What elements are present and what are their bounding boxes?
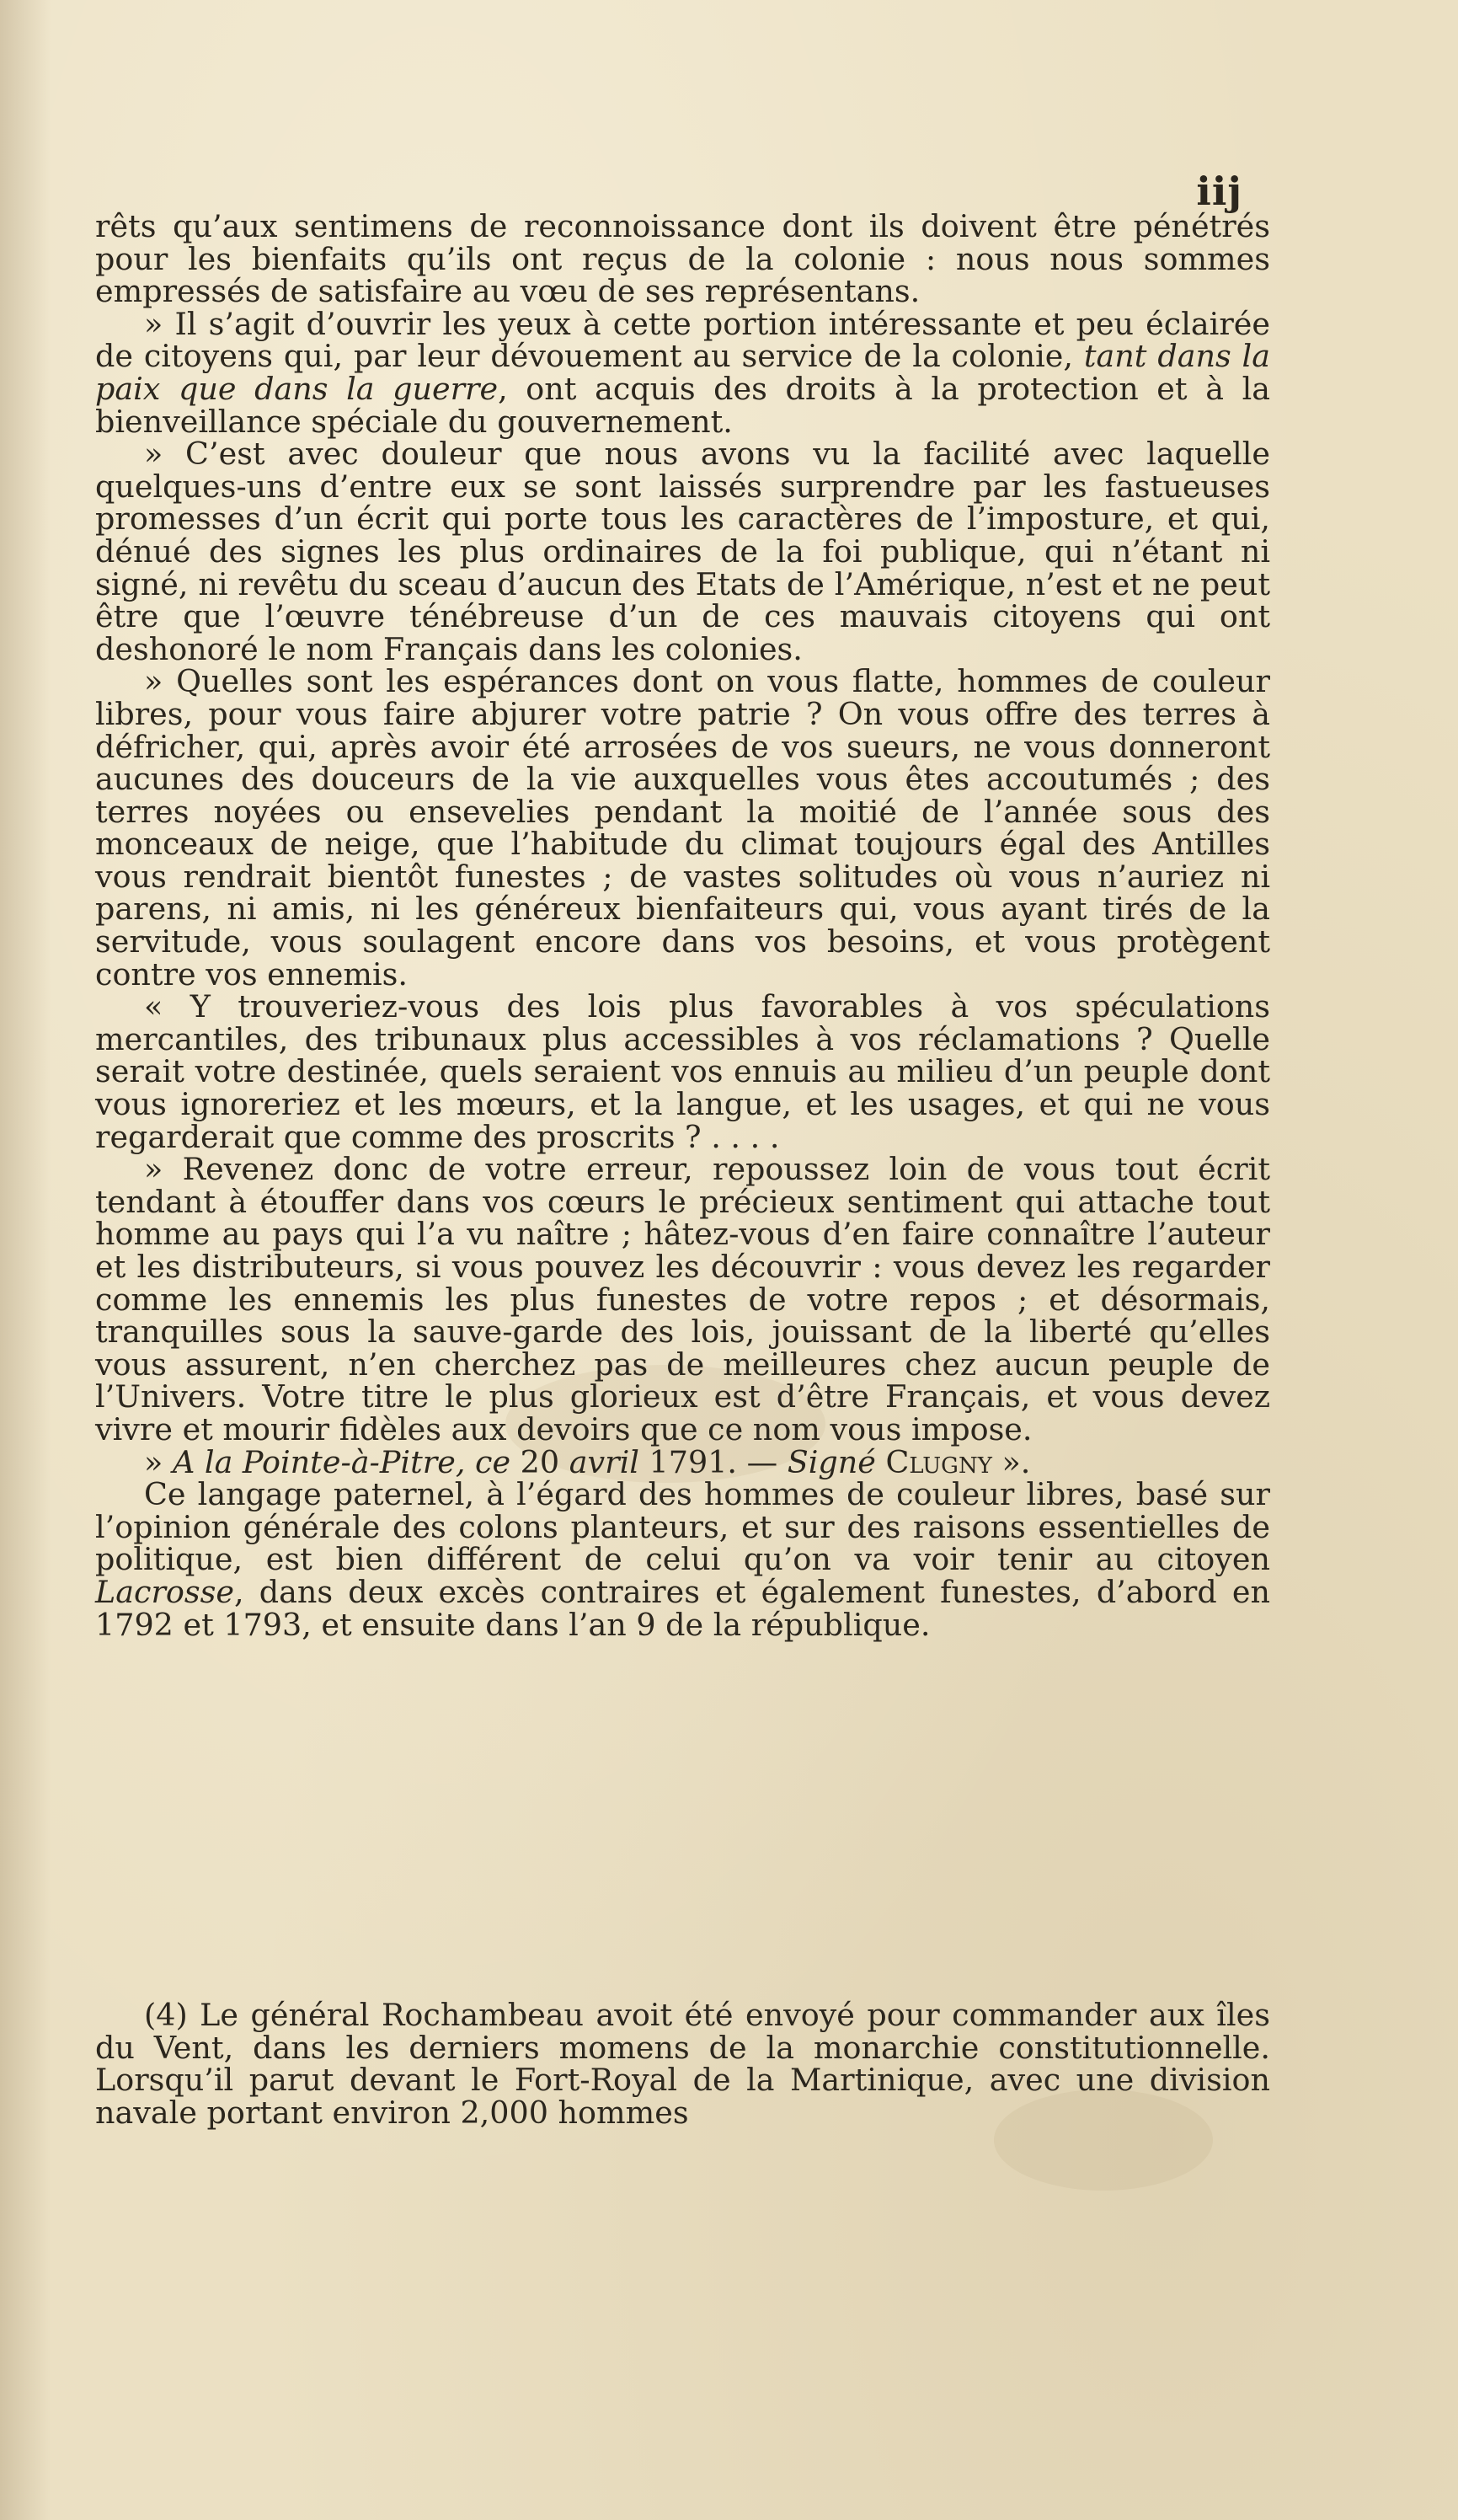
paragraph — [95, 305, 1270, 440]
paragraph — [95, 988, 1270, 1155]
paragraph-text-run: » C’est avec douleur que nous avons vu la facilité avec laquelle quelques-uns d’entre eux se sont laissés surprendre par les fastueuses promesses d’un écrit qui porte tous les caractères de l’imposture, et qui, dénué des signes les plus ordinaires de la foi publique, qui n’étant ni signé, ni revêtu du sceau d’aucun des Etats de l’Amérique, n’est et ne peut être que l’œuvre ténébreuse d’un de ces mauvais citoyens qui ont deshonoré le nom Français dans les colonies. — [95, 436, 1270, 667]
paragraph-text-run: tant dans la paix que dans la guerre — [95, 338, 1270, 407]
paragraph-text-run: « Y trouveriez-vous des lois plus favorables à vos spéculations mercantiles, des tribunaux plus accessibles à vos réclamations ? Quelle serait votre destinée, quels seraient vos ennuis au milieu d’un peuple dont vous ignoreriez et les mœurs, et la langue, et les usages, et qui ne vous regarderait que comme des proscrits ? . . . . — [95, 988, 1270, 1155]
paragraph-text-run: rêts qu’aux sentimens de reconnoissance dont ils doivent être pénétrés pour les bienfaits qu’ils ont reçus de la colonie : nous nous sommes empressés de satisfaire au vœu de ses représentans. — [95, 208, 1270, 310]
footnote-text: (4) Le général Rochambeau avoit été envoyé pour commander aux îles du Vent, dans les derniers momens de la monarchie constitutionnelle. Lorsqu’il parut devant le Fort-Royal de la Martinique, avec une division navale portant environ 2,000 hommes — [95, 1997, 1270, 2131]
paragraph — [95, 438, 1270, 666]
paragraph — [95, 1476, 1270, 1643]
paragraph-text-run: » Quelles sont les espérances dont on vous flatte, hommes de couleur libres, pour vous faire abjurer votre patrie ? On vous offre des terres à défricher, qui, après avoir été arrosées de vos sueurs, ne vous donneront aucunes des douceurs de la vie auxquelles vous êtes accoutumés ; des terres noyées ou ensevelies pendant la moitié de l’année sous des monceaux de neige, que l’habitude du climat toujours égal des Antilles vous rendrait bientôt funestes ; de vastes solitudes où vous n’auriez ni parens, ni amis, ni les généreux bienfaiteurs qui, vous ayant tirés de la servitude, vous soulagent encore dans vos besoins, et vous protègent contre vos ennemis. — [95, 663, 1270, 992]
paragraph — [95, 1153, 1270, 1446]
paragraph-text-run: 1791. — — [638, 1443, 788, 1480]
paragraph-text-run: , dans deux excès contraires et également funestes, d’abord en 1792 et 1793, et ensuite dans l’an 9 de la république. — [95, 1573, 1270, 1643]
paragraph-text-run: Lacrosse — [95, 1573, 234, 1610]
paragraph-text-run: Signé — [787, 1443, 876, 1480]
main-text — [95, 208, 1270, 1643]
footnote — [95, 1999, 1270, 2129]
paragraph-text-run: avril — [569, 1443, 639, 1480]
paragraph-text-run: Clugny — [875, 1443, 992, 1480]
paragraph-text-run: » Il s’agit d’ouvrir les yeux à cette portion intéressante et peu éclairée de citoyens qui, par leur dévouement au service de la colonie, — [95, 305, 1270, 375]
paragraph — [95, 1443, 1270, 1480]
paragraph — [95, 663, 1270, 992]
paragraph-text-run: » Revenez donc de votre erreur, repoussez loin de vous tout écrit tendant à étouffer dans vos cœurs le précieux sentiment qui attache tout homme au pays qui l’a vu naître ; hâtez-vous d’en faire connaître l’auteur et les distributeurs, si vous pouvez les découvrir : vous devez les regarder comme les ennemis les plus funestes de votre repos ; et désormais, tranquilles sous la sauve-garde des lois, jouissant de la liberté qu’elles vous assurent, n’en cherchez pas de meilleures chez aucun peuple de l’Univers. Votre titre le plus glorieux est d’être Français, et vous devez vivre et mourir fidèles aux devoirs que ce nom vous impose. — [95, 1151, 1270, 1447]
paragraph-text-run: A la Pointe-à-Pitre, ce — [172, 1443, 511, 1480]
paragraph — [95, 208, 1270, 310]
paragraph-text-run: ». — [991, 1443, 1031, 1480]
paragraph-text-run: 20 — [510, 1443, 569, 1480]
page-number: iij — [1196, 169, 1242, 214]
paragraph-text-run: , ont acquis des droits à la protection et à la bienveillance spéciale du gouvernement. — [95, 370, 1270, 440]
paragraph-text-run: Ce langage paternel, à l’égard des hommes de couleur libres, basé sur l’opinion générale des colons planteurs, et sur des raisons essentielles de politique, est bien différent de celui qu’on va voir tenir au citoyen — [95, 1476, 1270, 1578]
page-edge-shadow — [0, 0, 51, 2520]
paragraph-text-run: » — [144, 1443, 173, 1480]
